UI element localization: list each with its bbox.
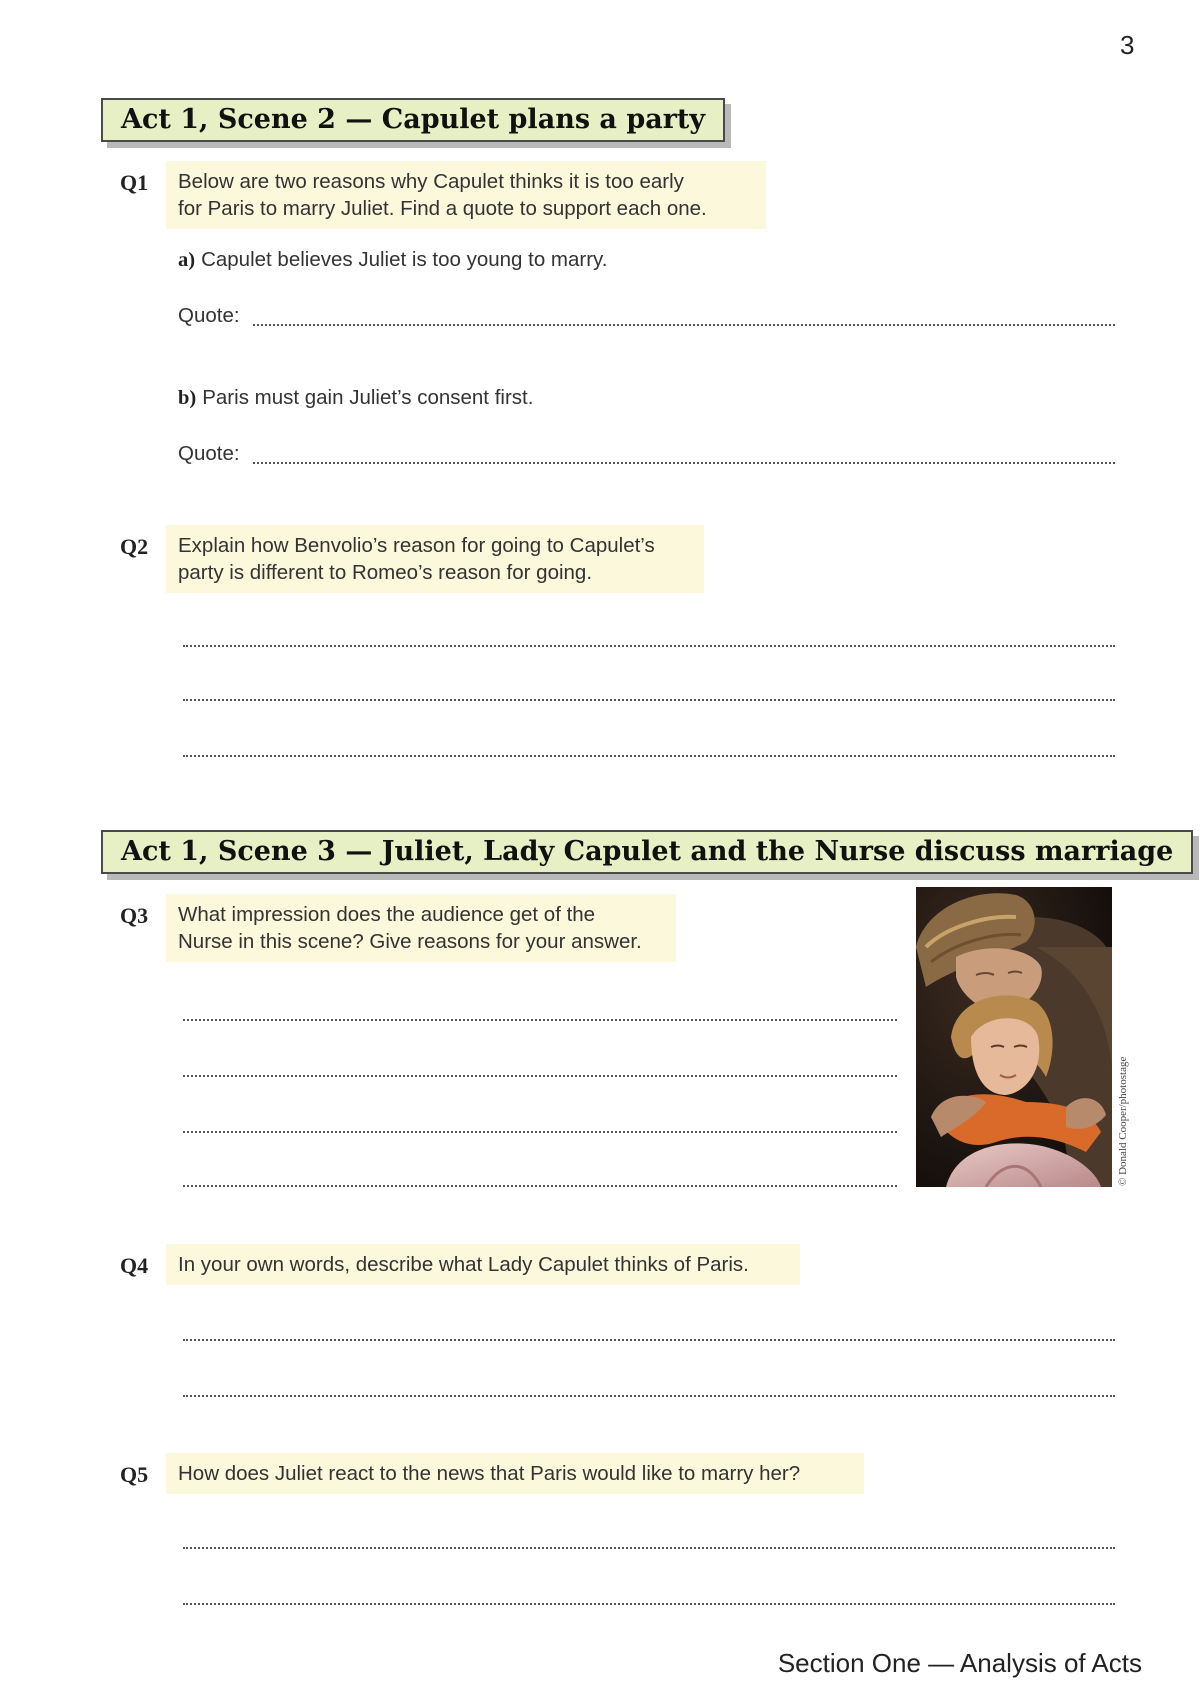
sub-question-a (178, 248, 608, 272)
photo-nurse-and-juliet (916, 887, 1112, 1187)
answer-line[interactable] (183, 699, 1115, 701)
sub-question-text: Paris must gain Juliet’s consent first. (202, 386, 534, 409)
question-box-q4 (166, 1244, 800, 1285)
question-text: How does Juliet react to the news that Paris would like to marry her? (178, 1462, 801, 1485)
question-text: party is different to Romeo’s reason for going. (178, 561, 593, 584)
question-text: for Paris to marry Juliet. Find a quote to support each one. (178, 197, 707, 220)
photo-credit: © Donald Cooper/photostage (1117, 1056, 1129, 1186)
question-number-q4: Q4 (120, 1253, 149, 1278)
question-text: Nurse in this scene? Give reasons for your answer. (178, 930, 642, 953)
question-box-q2 (166, 525, 704, 593)
question-text: In your own words, describe what Lady Capulet thinks of Paris. (178, 1253, 749, 1276)
answer-line[interactable] (183, 1547, 1115, 1549)
question-number-q1: Q1 (120, 170, 149, 195)
question-box-q5 (166, 1453, 864, 1494)
question-number-q5: Q5 (120, 1462, 149, 1487)
answer-line[interactable] (183, 1131, 897, 1133)
footer-section-title: Section One — Analysis of Acts (777, 1648, 1142, 1678)
question-box-q1 (166, 161, 766, 229)
question-box-q3 (166, 894, 676, 962)
page-number: 3 (1120, 30, 1135, 60)
quote-label: Quote: (178, 442, 240, 465)
answer-line[interactable] (183, 1603, 1115, 1605)
question-number-q3: Q3 (120, 903, 149, 928)
answer-line[interactable] (183, 755, 1115, 757)
sub-question-label: b) (178, 387, 197, 409)
sub-question-text: Capulet believes Juliet is too young to marry. (201, 248, 608, 271)
answer-line[interactable] (183, 645, 1115, 647)
sub-question-label: a) (178, 249, 196, 271)
section-heading-scene-3: Act 1, Scene 3 — Juliet, Lady Capulet and the Nurse discuss marriage (101, 830, 1193, 874)
answer-line[interactable] (183, 1075, 897, 1077)
sub-question-b (178, 386, 533, 410)
answer-line[interactable] (183, 1395, 1115, 1397)
answer-line[interactable] (253, 462, 1115, 464)
quote-label: Quote: (178, 304, 240, 327)
answer-line[interactable] (183, 1019, 897, 1021)
answer-line[interactable] (183, 1339, 1115, 1341)
answer-line[interactable] (183, 1185, 897, 1187)
question-text: Explain how Benvolio’s reason for going to Capulet’s (178, 534, 655, 557)
question-text: Below are two reasons why Capulet thinks it is too early (178, 170, 684, 193)
question-text: What impression does the audience get of the (178, 903, 596, 926)
question-number-q2: Q2 (120, 534, 149, 559)
answer-line[interactable] (253, 324, 1115, 326)
section-heading-scene-2: Act 1, Scene 2 — Capulet plans a party (101, 98, 725, 142)
